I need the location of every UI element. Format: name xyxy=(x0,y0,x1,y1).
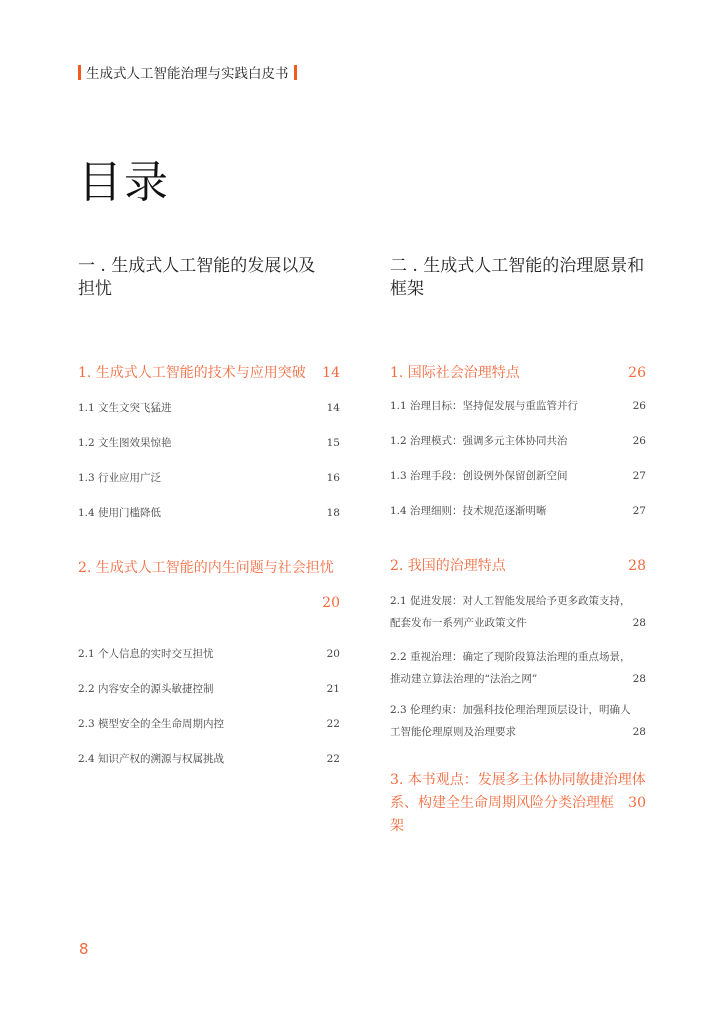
item-label: 2.1 个人信息的实时交互担忧 xyxy=(78,648,214,660)
toc-item[interactable] xyxy=(78,645,340,663)
toc-section[interactable] xyxy=(390,362,646,384)
toc-item[interactable] xyxy=(78,434,340,452)
toc-section[interactable] xyxy=(390,555,646,577)
page-number: 26 xyxy=(632,435,646,447)
page-number: 27 xyxy=(632,470,646,482)
page-number: 15 xyxy=(326,437,340,449)
toc-item[interactable] xyxy=(78,680,340,698)
toc-part-2 xyxy=(390,255,646,350)
toc-item[interactable] xyxy=(390,432,646,450)
section-label: 1. 国际社会治理特点 xyxy=(390,365,520,381)
page-title: 目录 xyxy=(78,157,170,208)
page-number: 22 xyxy=(326,718,340,730)
item-label-line: 2.3 伦理约束：加强科技伦理治理顶层设计，明确人 xyxy=(390,704,631,716)
toc-item[interactable] xyxy=(78,715,340,733)
part-title-line: 一 . 生成式人工智能的发展以及 xyxy=(78,256,316,276)
item-label: 1.4 使用门槛降低 xyxy=(78,507,162,519)
page-number: 14 xyxy=(326,402,340,414)
page-number: 26 xyxy=(628,365,646,381)
toc-part-1 xyxy=(78,255,340,350)
page-number: 20 xyxy=(326,648,340,660)
toc-section[interactable] xyxy=(390,769,646,838)
item-label: 1.4 治理细则：技术规范逐渐明晰 xyxy=(390,505,547,517)
page-number: 21 xyxy=(326,683,340,695)
document-title: 生成式人工智能治理与实践白皮书 xyxy=(86,66,289,82)
page-number: 20 xyxy=(322,595,340,611)
page-number: 28 xyxy=(632,617,646,629)
toc-item[interactable] xyxy=(390,590,646,634)
toc-item[interactable] xyxy=(78,504,340,522)
toc-item[interactable] xyxy=(390,467,646,485)
section-label-line: 系、构建全生命周期风险分类治理框架 xyxy=(390,795,614,834)
item-label: 1.3 行业应用广泛 xyxy=(78,472,162,484)
toc-item[interactable] xyxy=(390,646,646,690)
part-title-line: 框架 xyxy=(390,279,424,299)
toc-section[interactable] xyxy=(78,557,340,614)
page-number: 26 xyxy=(632,400,646,412)
item-label: 1.1 文生文突飞猛进 xyxy=(78,402,172,414)
toc-item[interactable] xyxy=(78,399,340,417)
item-label: 2.2 内容安全的源头敏捷控制 xyxy=(78,683,214,695)
part-title-line: 担忧 xyxy=(78,279,112,299)
part-title-line: 二 . 生成式人工智能的治理愿景和 xyxy=(390,256,645,276)
page-number: 16 xyxy=(326,472,340,484)
toc-item[interactable] xyxy=(390,397,646,415)
item-label-line: 工智能伦理原则及治理要求 xyxy=(390,726,516,738)
page-number: 28 xyxy=(632,673,646,685)
item-label-line: 2.2 重视治理：确定了现阶段算法治理的重点场景， xyxy=(390,651,631,663)
item-label: 1.2 治理模式：强调多元主体协同共治 xyxy=(390,435,568,447)
item-label-line: 推动建立算法治理的“法治之网” xyxy=(390,673,538,685)
item-label: 2.4 知识产权的溯源与权属挑战 xyxy=(78,753,225,765)
document-header xyxy=(78,62,302,82)
section-label: 2. 我国的治理特点 xyxy=(390,558,506,574)
section-label-line: 3. 本书观点：发展多主体协同敏捷治理体 xyxy=(390,772,646,788)
part-1-title xyxy=(78,255,340,350)
toc-section[interactable] xyxy=(78,362,340,384)
toc-item[interactable] xyxy=(78,469,340,487)
page-number: 18 xyxy=(326,507,340,519)
section-label: 2. 生成式人工智能的内生问题与社会担忧 xyxy=(78,560,334,576)
part-2-title xyxy=(390,255,646,350)
page-number: 30 xyxy=(628,795,646,811)
page-number: 28 xyxy=(628,558,646,574)
item-label: 1.2 文生图效果惊艳 xyxy=(78,437,172,449)
page-number: 27 xyxy=(632,505,646,517)
page-number: 14 xyxy=(322,365,340,381)
toc-item[interactable] xyxy=(78,750,340,768)
toc-item[interactable] xyxy=(390,699,646,743)
accent-bar-left xyxy=(78,65,81,80)
item-label-line: 2.1 促进发展：对人工智能发展给予更多政策支持， xyxy=(390,595,631,607)
item-label: 1.1 治理目标：坚持促发展与重监管并行 xyxy=(390,400,579,412)
page-number: 28 xyxy=(632,726,646,738)
item-label: 2.3 模型安全的全生命周期内控 xyxy=(78,718,225,730)
accent-bar-right xyxy=(294,65,297,80)
page-number: 22 xyxy=(326,753,340,765)
toc-item[interactable] xyxy=(390,502,646,520)
item-label-line: 配套发布一系列产业政策文件 xyxy=(390,617,527,629)
item-label: 1.3 治理手段：创设例外保留创新空间 xyxy=(390,470,568,482)
page-number-footer: 8 xyxy=(79,940,89,958)
section-label: 1. 生成式人工智能的技术与应用突破 xyxy=(78,365,306,381)
